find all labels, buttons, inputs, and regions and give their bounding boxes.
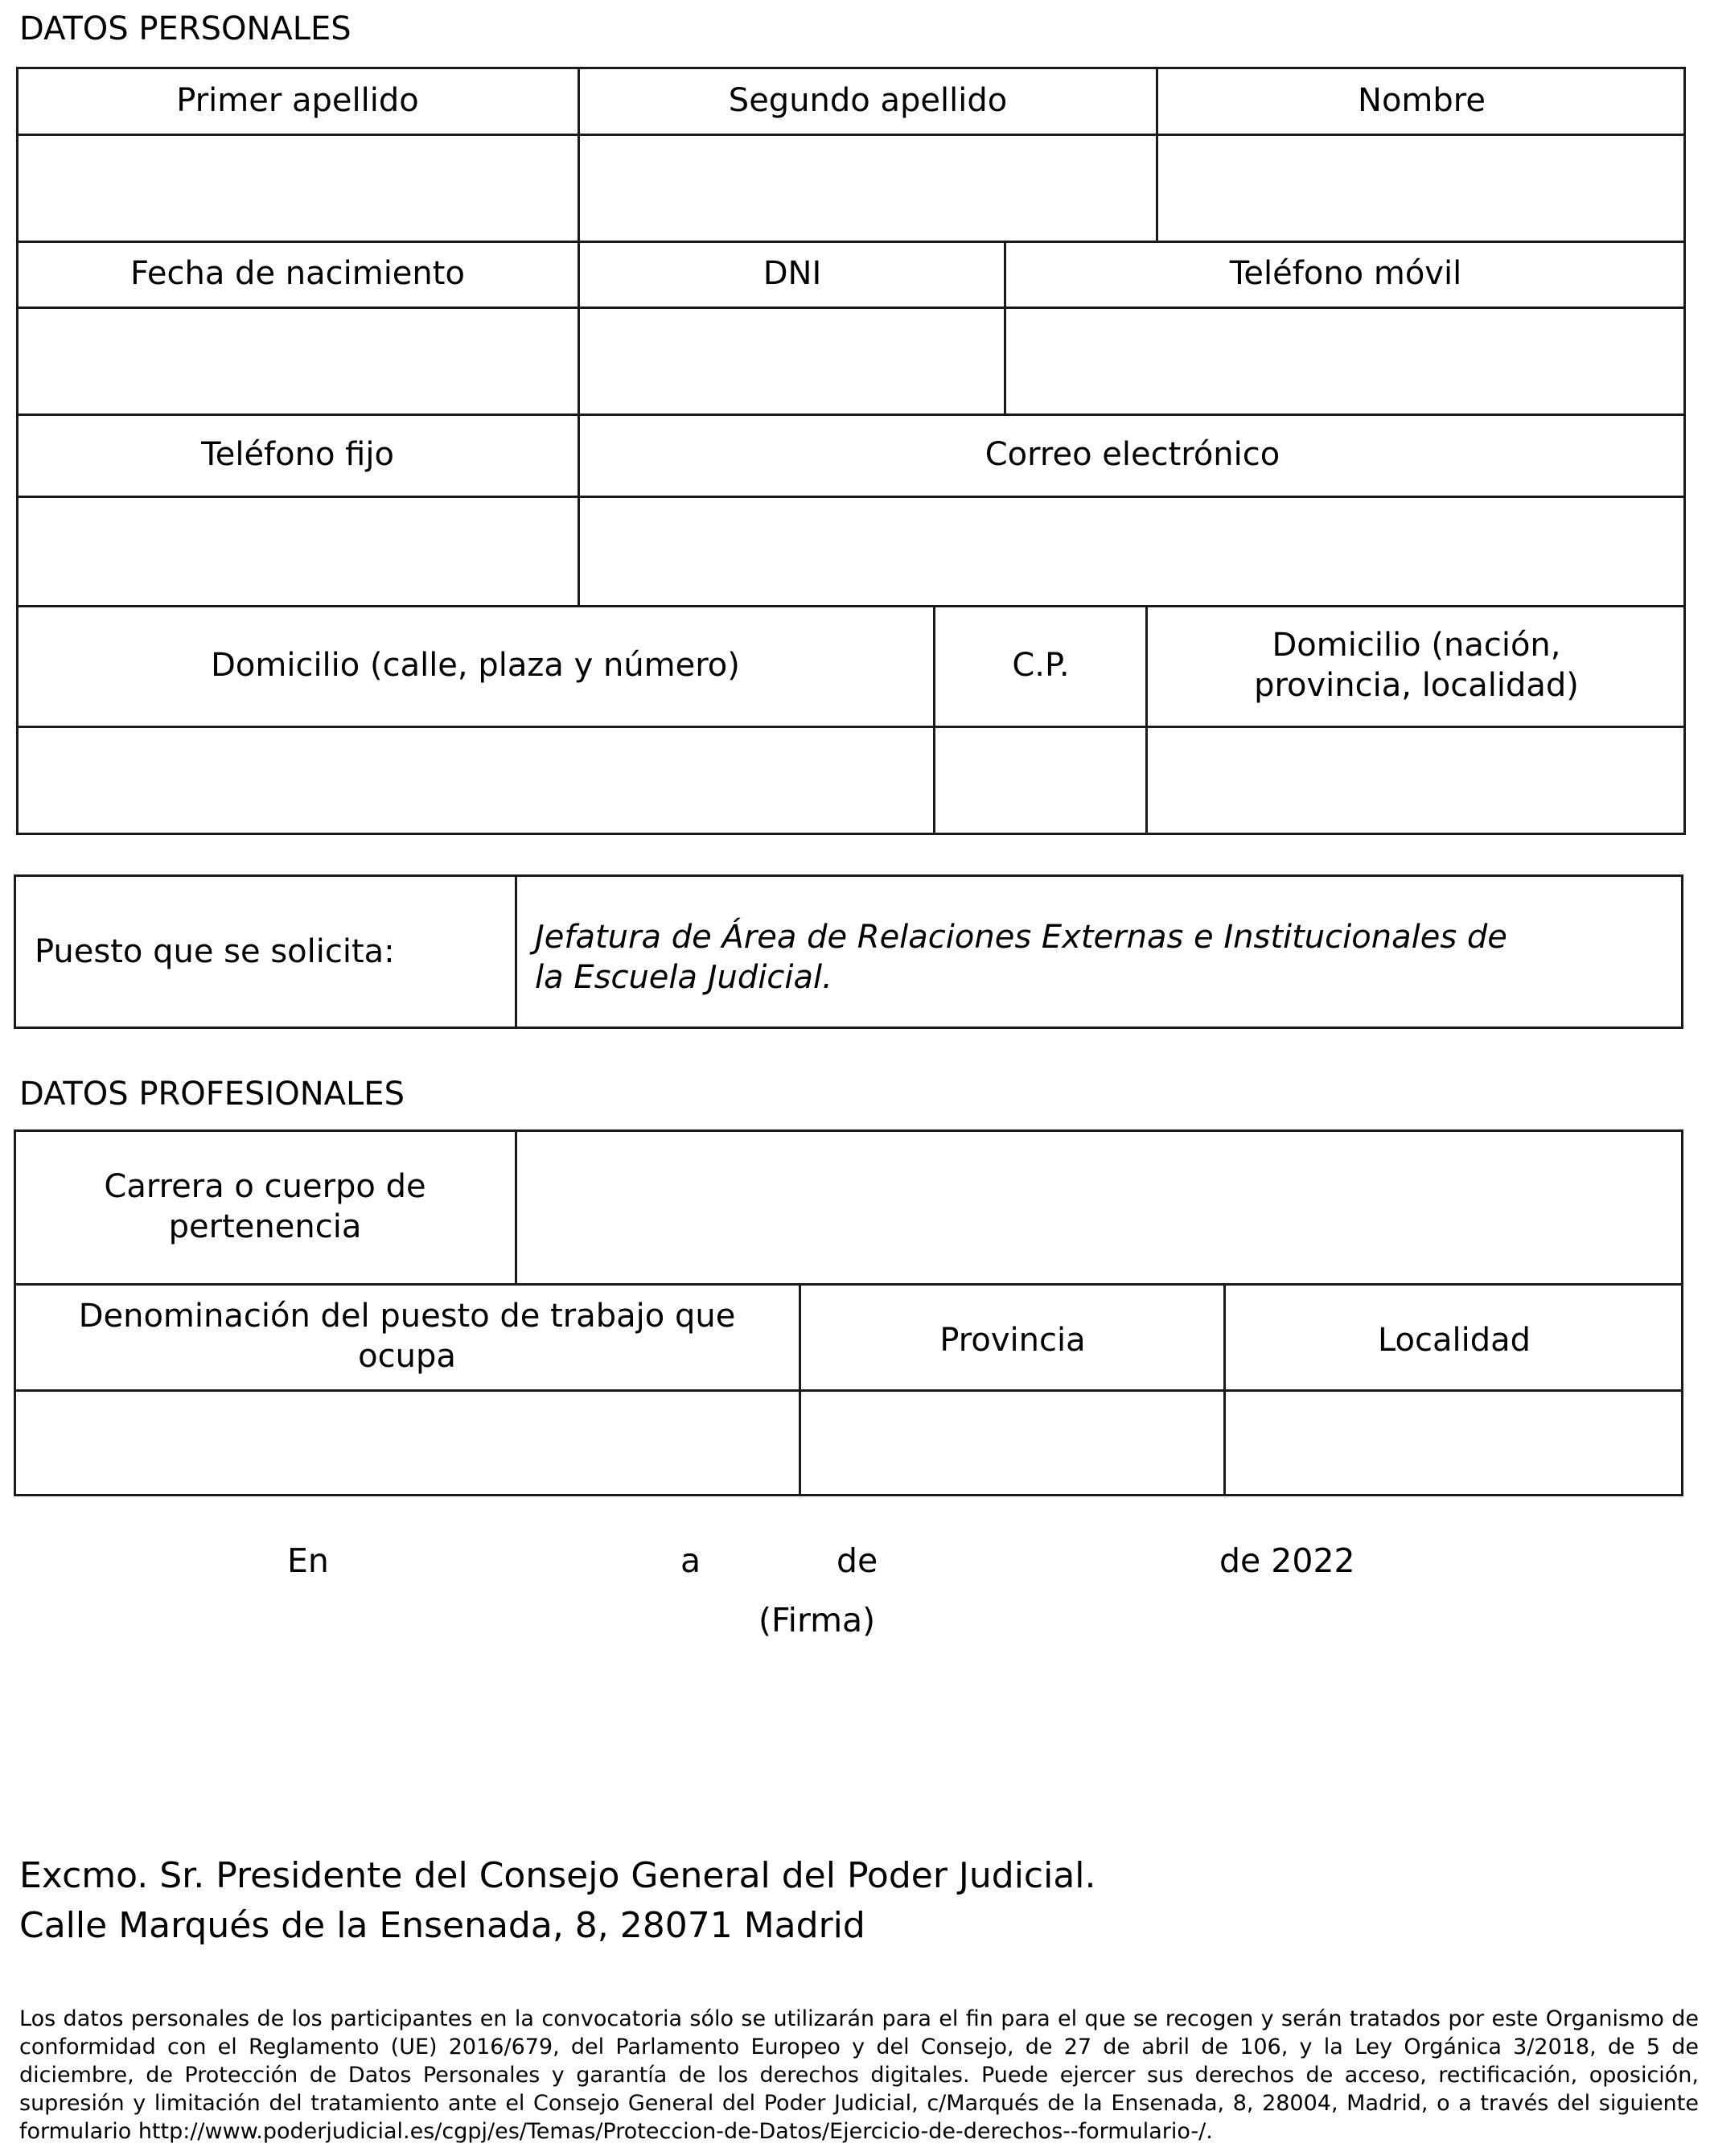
- destinatario-line: Calle Marqués de la Ensenada, 8, 28071 Madrid: [19, 1905, 865, 1946]
- domicilio-calle-field[interactable]: [18, 728, 933, 833]
- dni-label: DNI: [763, 255, 822, 292]
- fecha-nacimiento-label: Fecha de nacimiento: [130, 255, 465, 292]
- datos-profesionales-title: DATOS PROFESIONALES: [19, 1076, 405, 1113]
- proteccion-datos-notice: Los datos personales de los participantes en la convocatoria sólo se utilizarán para el fin para el que se recogen y serán tratados por este Organismo de conformidad con el Reglamento (UE) 2016/679, del Parlamento Europeo y del Consejo, de 27 de abril de 106, y la Ley Orgánica 3/2018, de 5 de diciembre, de Protección de Datos Personales y garantía de los derechos digitales. Puede ejercer sus derechos de acceso, rectificación, oposición, supresión y limitación del tratamiento ante el Consejo General del Poder Judicial, c/Marqués de la Ensenada, 8, 28004, Madrid, o a través del siguiente formulario http://www.poderjudicial.es/cgpj/es/Temas/Proteccion-de-Datos/Ejercicio-de-derechos--formulario-/.: [19, 2006, 1699, 2144]
- denominacion-label-line: ocupa: [358, 1338, 456, 1375]
- firma-area[interactable]: [563, 1649, 1126, 1826]
- date-de-label: de: [837, 1541, 878, 1580]
- denominacion-puesto-label: [14, 1283, 800, 1389]
- puesto-value: [535, 917, 1507, 998]
- primer-apellido-label: Primer apellido: [176, 81, 419, 119]
- date-a-label: a: [680, 1541, 701, 1580]
- telefono-movil-label: Teléfono móvil: [1229, 255, 1462, 292]
- date-year-label: de 2022: [1219, 1541, 1355, 1580]
- datos-personales-title: DATOS PERSONALES: [19, 10, 351, 47]
- puesto-label: Puesto que se solicita:: [35, 933, 395, 970]
- correo-electronico-field[interactable]: [580, 498, 1683, 605]
- column-divider: [515, 874, 517, 1029]
- mes-field[interactable]: [889, 1537, 1211, 1585]
- destinatario-line: Excmo. Sr. Presidente del Consejo General del Poder Judicial.: [19, 1855, 1096, 1896]
- telefono-fijo-label: Teléfono fijo: [201, 436, 394, 473]
- carrera-field[interactable]: [517, 1132, 1681, 1283]
- provincia-label: Provincia: [939, 1322, 1086, 1359]
- segundo-apellido-field[interactable]: [580, 136, 1156, 241]
- denominacion-label-line: Denominación del puesto de trabajo que: [78, 1298, 736, 1335]
- localidad-label: Localidad: [1377, 1322, 1531, 1359]
- destinatario-block: [19, 1851, 1096, 1951]
- localidad-field[interactable]: [1226, 1392, 1681, 1494]
- segundo-apellido-label: Segundo apellido: [728, 81, 1008, 119]
- dni-field[interactable]: [580, 309, 1004, 414]
- telefono-fijo-field[interactable]: [18, 498, 578, 605]
- correo-electronico-label: Correo electrónico: [984, 436, 1280, 473]
- date-en-label: En: [287, 1541, 329, 1580]
- carrera-label-line: pertenencia: [168, 1208, 362, 1245]
- primer-apellido-field[interactable]: [18, 136, 578, 241]
- denominacion-puesto-field[interactable]: [16, 1392, 799, 1494]
- puesto-value-line: Jefatura de Área de Relaciones Externas e Institucionales de: [535, 919, 1507, 956]
- telefono-movil-field[interactable]: [1006, 309, 1683, 414]
- domicilio-calle-label: Domicilio (calle, plaza y número): [211, 647, 740, 684]
- puesto-value-line: la Escuela Judicial.: [535, 959, 832, 996]
- carrera-label: [14, 1129, 516, 1283]
- lugar-field[interactable]: [346, 1537, 668, 1585]
- nombre-label: Nombre: [1358, 81, 1486, 119]
- codigo-postal-label: C.P.: [1012, 647, 1070, 684]
- codigo-postal-field[interactable]: [935, 728, 1145, 833]
- firma-label: (Firma): [758, 1601, 876, 1640]
- dia-field[interactable]: [708, 1537, 828, 1585]
- fecha-nacimiento-field[interactable]: [18, 309, 578, 414]
- nombre-field[interactable]: [1158, 136, 1683, 241]
- domicilio-nacion-label: Domicilio (nación, provincia, localidad): [1254, 627, 1579, 704]
- domicilio-nacion-field[interactable]: [1148, 728, 1683, 833]
- provincia-field[interactable]: [801, 1392, 1223, 1494]
- carrera-label-line: Carrera o cuerpo de: [104, 1167, 426, 1205]
